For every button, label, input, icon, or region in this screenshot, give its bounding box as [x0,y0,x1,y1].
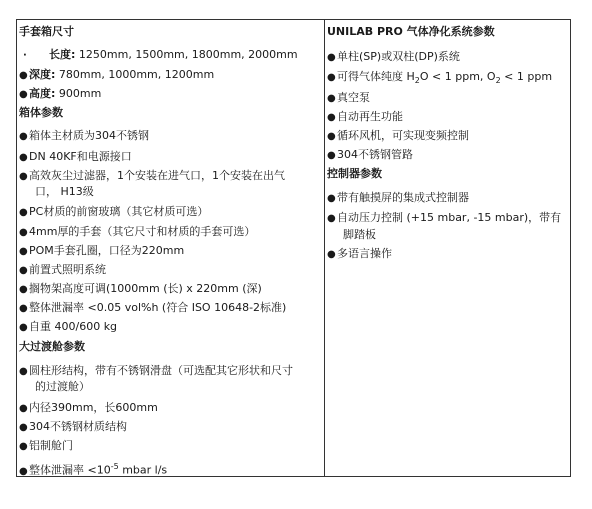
bullet: ● [327,131,336,142]
depth-value: 780mm, 1000mm, 1200mm [58,68,215,81]
item-text: 带有触摸屏的集成式控制器 [337,191,469,204]
item-text: 自动再生功能 [337,110,403,123]
height-item [19,87,101,102]
list-item [19,225,255,240]
purity-text-mid: O < 1 ppm, O [419,70,496,83]
item-text: 前置式照明系统 [29,263,106,276]
item-text: 单柱(SP)或双柱(DP)系统 [337,50,460,63]
list-item [327,91,370,106]
bullet: ● [19,284,28,295]
bullet: ● [327,249,336,260]
item-text: 4mm厚的手套（其它尺寸和材质的手套可选） [29,225,256,238]
bullet: ● [19,227,28,238]
list-item [19,205,208,220]
purity-text: 可得气体纯度 H [337,70,415,83]
bullet: ● [327,72,336,83]
list-item-continuation: 的过渡舱） [35,380,90,393]
item-text: 内径390mm，长600mm [29,401,158,414]
length-item [19,48,298,63]
length-value: 1250mm, 1500mm, 1800mm, 2000mm [78,48,298,61]
list-item [327,247,392,262]
item-text: 圆柱形结构，带有不锈钢滑盘（可选配其它形状和尺寸 [29,364,293,377]
dot-bullet: · [23,50,27,61]
bullet: ● [19,171,28,182]
item-text: PC材质的前窗玻璃（其它材质可选） [29,205,209,218]
list-item [327,148,413,163]
list-item [19,460,167,479]
bullet: ● [327,213,336,224]
item-text: 高效灰尘过滤器，1个安装在进气口，1个安装在出气 [29,169,285,182]
subscript: 2 [495,76,501,86]
bullet: ● [19,89,28,100]
list-item [19,150,132,165]
list-item [19,439,73,454]
bullet: ● [19,207,28,218]
length-label: 长度: [49,48,76,61]
bullet: ● [19,422,28,433]
list-item [327,50,460,65]
list-item [19,420,127,435]
item-text: 搁物架高度可调(1000mm (长) x 220mm (深) [29,282,262,295]
list-item [327,191,469,206]
leak-rate-unit: mbar l/s [118,463,168,477]
item-text: 自动压力控制 (+15 mbar, -15 mbar)，带有 [337,211,562,224]
bullet: ● [19,70,28,81]
list-item [19,301,286,316]
chamber-params-header: 大过渡舱参数 [19,340,85,353]
item-text: DN 40KF和电源接口 [29,150,132,163]
bullet: ● [327,193,336,204]
list-item [327,110,403,125]
height-label: 高度: [29,87,56,100]
list-item [19,263,106,278]
list-item [327,129,469,144]
bullet: ● [19,465,28,477]
item-text: POM手套孔圈，口径为220mm [29,244,185,257]
controller-params-header: 控制器参数 [327,167,382,180]
list-item [19,169,285,184]
list-item [19,320,117,335]
bullet: ● [19,303,28,314]
glovebox-dimensions-header: 手套箱尺寸 [19,25,74,38]
list-item [19,129,149,144]
body-params-header: 箱体参数 [19,106,63,119]
list-item [327,211,561,226]
purifier-params-header: UNILAB PRO 气体净化系统参数 [327,25,495,38]
bullet: ● [19,152,28,163]
list-item-continuation: 口， H13级 [35,185,94,198]
left-column [17,20,325,476]
item-text: 箱体主材质为304不锈钢 [29,129,149,142]
item-text: 整体泄漏率 <0.05 vol%h (符合 ISO 10648-2标准) [29,301,287,314]
list-item-continuation: 脚踏板 [343,228,376,241]
bullet: ● [327,112,336,123]
list-item [327,70,552,88]
item-text: 多语言操作 [337,247,392,260]
item-text: 铝制舱门 [29,439,73,452]
right-column [325,20,570,476]
bullet: ● [19,246,28,257]
bullet: ● [327,52,336,63]
depth-label: 深度: [29,68,56,81]
bullet: ● [327,150,336,161]
item-text: 304不锈钢材质结构 [29,420,127,433]
spec-table [16,19,571,477]
bullet: ● [19,265,28,276]
item-text: 真空泵 [337,91,370,104]
item-text: 自重 400/600 kg [29,320,118,333]
purity-text-end: < 1 ppm [500,70,553,83]
height-value: 900mm [58,87,102,100]
bullet: ● [19,322,28,333]
leak-rate-text: 整体泄漏率 <10 [29,463,111,477]
item-text: 循环风机，可实现变频控制 [337,129,469,142]
depth-item [19,68,214,83]
leak-rate-exponent: -5 [110,462,119,471]
list-item [19,364,293,379]
subscript: 2 [414,76,420,86]
bullet: ● [19,366,28,377]
bullet: ● [19,441,28,452]
list-item [19,282,262,297]
list-item [19,244,184,259]
list-item [19,401,158,416]
bullet: ● [327,93,336,104]
bullet: ● [19,131,28,142]
bullet: ● [19,403,28,414]
item-text: 304不锈钢管路 [337,148,413,161]
